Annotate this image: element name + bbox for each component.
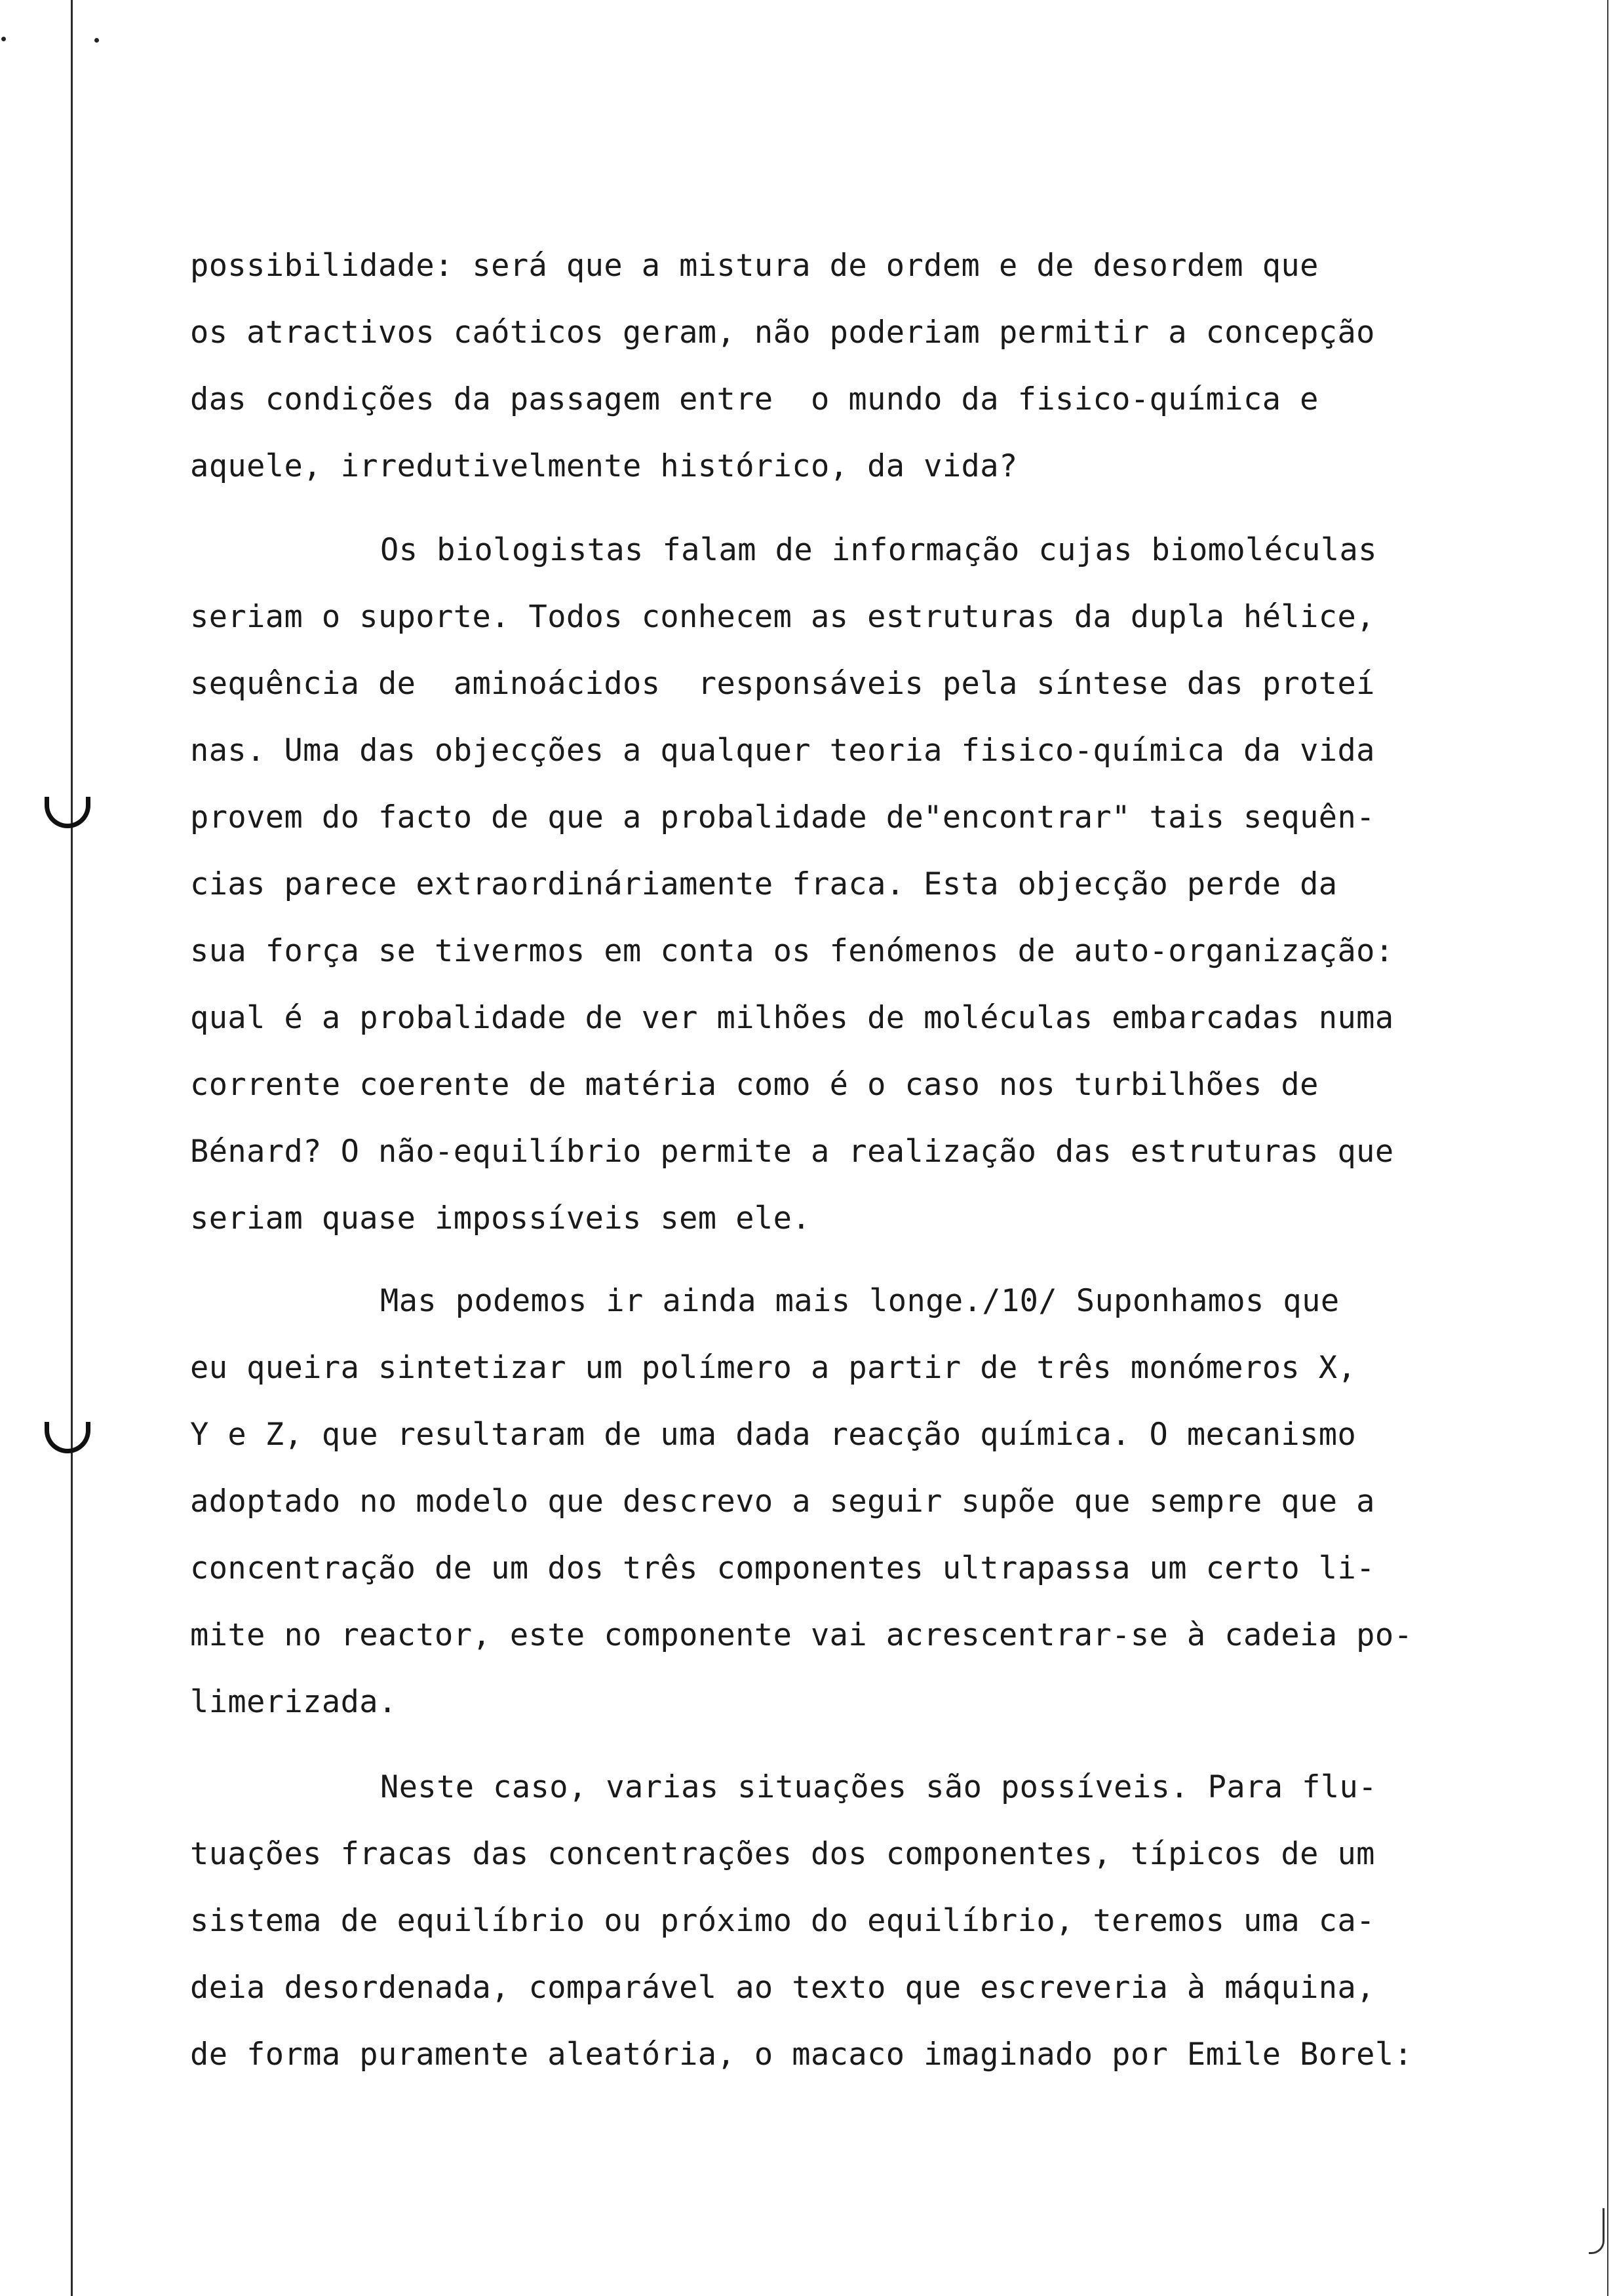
text-line: seriam o suporte. Todos conhecem as estruturas da dupla hélice,: [190, 599, 1375, 635]
text-line: Mas podemos ir ainda mais longe./10/ Suponhamos que: [380, 1283, 1340, 1319]
text-line: cias parece extraordináriamente fraca. Esta objecção perde da: [190, 866, 1338, 902]
binding-margin-line: [71, 0, 73, 2296]
binder-hole-mark: [45, 1422, 90, 1453]
binder-hole-mark: [45, 797, 90, 828]
text-line: das condições da passagem entre o mundo da fisico-química e: [190, 381, 1319, 417]
text-line: sistema de equilíbrio ou próximo do equilíbrio, teremos uma ca-: [190, 1903, 1375, 1939]
text-line: provem do facto de que a probalidade de"encontrar" tais sequên-: [190, 799, 1375, 835]
stray-dot-mark: [1, 37, 6, 41]
text-line: aquele, irredutivelmente histórico, da vida?: [190, 448, 1018, 484]
text-line: eu queira sintetizar um polímero a partir de três monómeros X,: [190, 1350, 1357, 1386]
text-line: corrente coerente de matéria como é o caso nos turbilhões de: [190, 1067, 1319, 1103]
text-line: Neste caso, varias situações são possíveis. Para flu-: [380, 1769, 1377, 1805]
text-line: tuações fracas das concentrações dos componentes, típicos de um: [190, 1836, 1375, 1872]
text-line: deia desordenada, comparável ao texto que escreveria à máquina,: [190, 1970, 1375, 2006]
text-line: de forma puramente aleatória, o macaco imaginado por Emile Borel:: [190, 2037, 1413, 2073]
page-right-edge: [1607, 0, 1608, 2296]
text-line: sequência de aminoácidos responsáveis pela síntese das proteí: [190, 666, 1375, 702]
text-line: possibilidade: será que a mistura de ordem e de desordem que: [190, 248, 1319, 284]
text-line: os atractivos caóticos geram, não poderiam permitir a concepção: [190, 315, 1375, 351]
text-line: mite no reactor, este componente vai acrescentrar-se à cadeia po-: [190, 1617, 1413, 1653]
text-line: concentração de um dos três componentes ultrapassa um certo li-: [190, 1550, 1375, 1586]
text-line: sua força se tivermos em conta os fenómenos de auto-organização:: [190, 933, 1394, 969]
text-line: limerizada.: [190, 1684, 397, 1720]
text-line: Os biologistas falam de informação cujas biomoléculas: [380, 532, 1377, 568]
page-corner-mark: [1589, 2208, 1605, 2254]
stray-dot-mark: [94, 38, 99, 43]
text-line: qual é a probalidade de ver milhões de moléculas embarcadas numa: [190, 1000, 1394, 1036]
text-line: nas. Uma das objecções a qualquer teoria fisico-química da vida: [190, 733, 1375, 769]
text-line: Y e Z, que resultaram de uma dada reacção química. O mecanismo: [190, 1417, 1357, 1453]
text-line: seriam quase impossíveis sem ele.: [190, 1200, 811, 1236]
text-line: Bénard? O não-equilíbrio permite a realização das estruturas que: [190, 1134, 1394, 1170]
text-line: adoptado no modelo que descrevo a seguir supõe que sempre que a: [190, 1483, 1375, 1520]
